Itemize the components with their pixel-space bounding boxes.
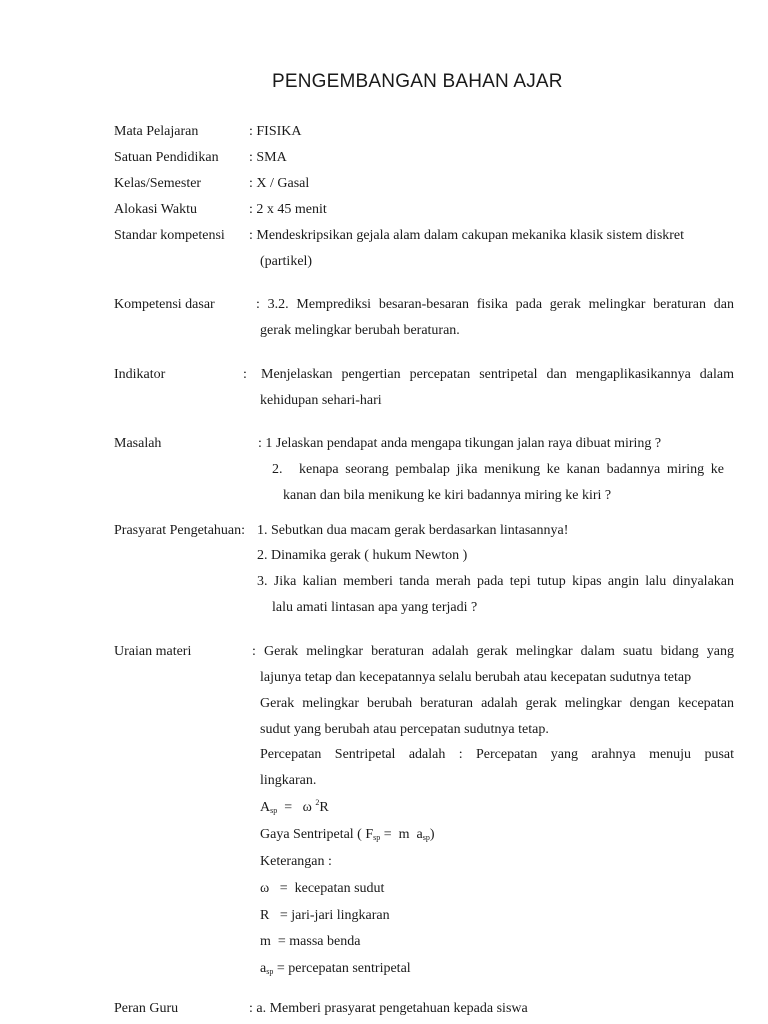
field-value-standar-kompetensi: : Mendeskripsikan gejala alam dalam cakupan mekanika klasik sistem diskret: [249, 228, 685, 243]
uraian-p2-line1: Gerak melingkar berubah beraturan adalah gerak melingkar dengan kecepatan: [260, 696, 734, 711]
prasyarat-item-1: 1. Sebutkan dua macam gerak berdasarkan lintasannya!: [257, 523, 569, 538]
prasyarat-label: Prasyarat Pengetahuan:: [114, 523, 246, 538]
keterangan-heading: Keterangan :: [260, 854, 332, 869]
uraian-p3-line1: Percepatan Sentripetal adalah : Percepatan yang arahnya menuju pusat: [260, 747, 734, 762]
masalah-item-2-cont: kanan dan bila menikung ke kiri badannya miring ke kiri ?: [283, 488, 612, 503]
kompetensi-dasar-label: Kompetensi dasar: [114, 297, 215, 312]
indikator-text-cont: kehidupan sehari-hari: [260, 393, 382, 408]
masalah-item-2-number: 2.: [272, 462, 283, 477]
prasyarat-item-3-cont: lalu amati lintasan apa yang terjadi ?: [272, 600, 478, 615]
masalah-item-1: : 1 Jelaskan pendapat anda mengapa tikungan jalan raya dibuat miring ?: [258, 436, 662, 451]
field-value-mata-pelajaran: : FISIKA: [249, 124, 302, 139]
prasyarat-item-2: 2. Dinamika gerak ( hukum Newton ): [257, 548, 468, 563]
uraian-materi-label: Uraian materi: [114, 644, 192, 659]
field-label-kelas-semester: Kelas/Semester: [114, 176, 202, 191]
peran-guru-label: Peran Guru: [114, 1001, 179, 1016]
indikator-label: Indikator: [114, 367, 166, 382]
kompetensi-dasar-text: : 3.2. Memprediksi besaran-besaran fisika pada gerak melingkar beraturan dan: [256, 297, 734, 312]
prasyarat-item-3: 3. Jika kalian memberi tanda merah pada tepi tutup kipas angin lalu dinyalakan: [257, 574, 734, 589]
page-title: PENGEMBANGAN BAHAN AJAR: [272, 71, 563, 92]
field-value-standar-kompetensi-cont: (partikel): [260, 254, 313, 269]
uraian-p3-line2: lingkaran.: [260, 773, 317, 788]
uraian-p2-line2: sudut yang berubah atau percepatan sudutnya tetap.: [260, 722, 549, 737]
field-value-kelas-semester: : X / Gasal: [249, 176, 310, 191]
formula-centripetal-acceleration: $A_{sp} = \omega$ $^2$R: [260, 798, 329, 815]
keterangan-asp: $a_{sp}$ = percepatan sentripetal: [260, 961, 411, 976]
peran-guru-item-1: : a. Memberi prasyarat pengetahuan kepada siswa: [249, 1001, 528, 1016]
field-label-mata-pelajaran: Mata Pelajaran: [114, 124, 199, 139]
keterangan-r: R = jari-jari lingkaran: [260, 908, 390, 923]
kompetensi-dasar-text-cont: gerak melingkar berubah beraturan.: [260, 323, 460, 338]
masalah-item-2: kenapa seorang pembalap jika menikung ke kanan badannya miring ke: [299, 462, 724, 477]
keterangan-m: m = massa benda: [260, 934, 361, 949]
field-label-alokasi-waktu: Alokasi Waktu: [114, 202, 197, 217]
field-label-standar-kompetensi: Standar kompetensi: [114, 228, 225, 243]
uraian-p1-line1: : Gerak melingkar beraturan adalah gerak melingkar dalam suatu bidang yang: [252, 644, 734, 659]
indikator-text: Menjelaskan pengertian percepatan sentripetal dan mengaplikasikannya dalam: [261, 367, 734, 382]
field-value-satuan-pendidikan: : SMA: [249, 150, 287, 165]
field-label-satuan-pendidikan: Satuan Pendidikan: [114, 150, 219, 165]
indikator-colon: :: [243, 367, 247, 382]
formula-centripetal-force: Gaya Sentripetal ( $F_{sp} = m$ $a_{sp}$): [260, 827, 435, 842]
keterangan-omega: ω = kecepatan sudut: [260, 881, 385, 896]
uraian-p1-line2: lajunya tetap dan kecepatannya selalu berubah atau kecepatan sudutnya tetap: [260, 670, 692, 685]
masalah-label: Masalah: [114, 436, 162, 451]
field-value-alokasi-waktu: : 2 x 45 menit: [249, 202, 327, 217]
